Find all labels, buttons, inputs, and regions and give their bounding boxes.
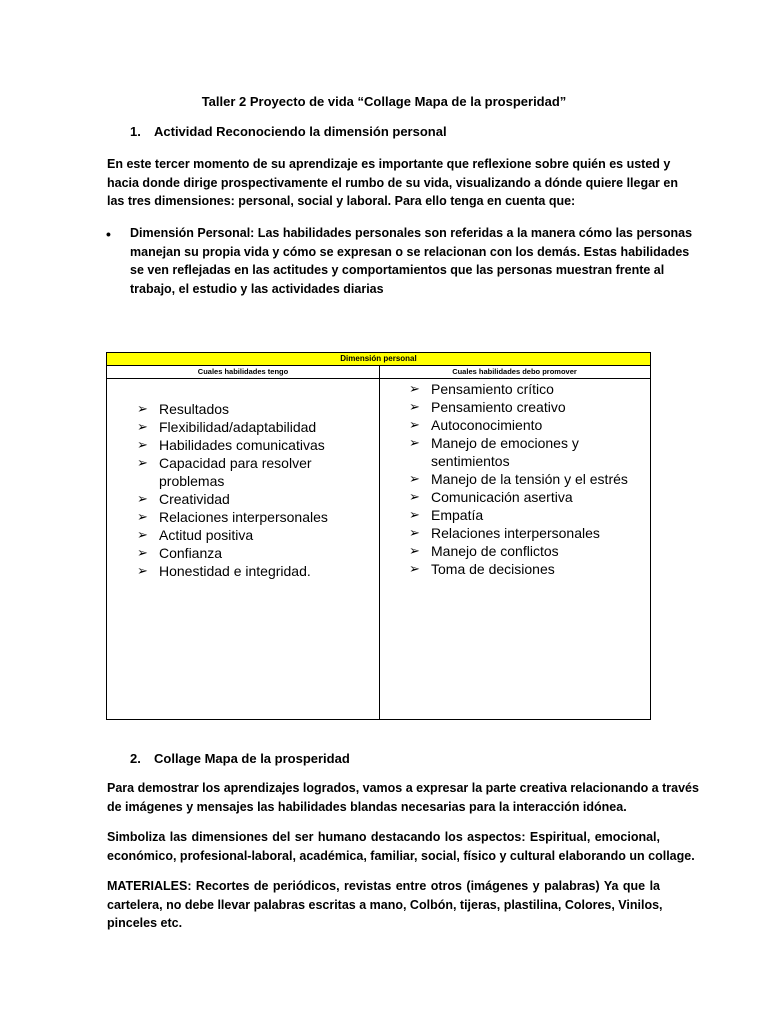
section-2-paragraph-1 [107,779,699,816]
arrow-bullet-icon: ➢ [409,543,420,558]
column-divider [379,366,380,719]
list-item: ➢ Manejo de la tensión y el estrés [409,471,628,487]
list-item: ➢ Relaciones interpersonales [137,509,328,525]
section-2-title: Collage Mapa de la prosperidad [154,751,350,766]
arrow-bullet-icon: ➢ [137,491,148,506]
list-item: ➢ Confianza [137,545,223,561]
arrow-bullet-icon: ➢ [137,455,148,470]
arrow-bullet-icon: ➢ [409,561,420,576]
paragraph-line: MATERIALES: Recortes de periódicos, revistas entre otros (imágenes y palabras) Ya que la [107,879,660,893]
list-item: ➢ Empatía [409,507,484,523]
list-item: ➢ Manejo de conflictos [409,543,559,559]
column-header-tengo: Cuales habilidades tengo [107,366,379,379]
habilidades-promover-list [409,380,649,578]
arrow-bullet-icon: ➢ [409,381,420,396]
intro-line: En este tercer momento de su aprendizaje es importante que reflexione sobre quién es usted y [107,157,671,171]
list-item: ➢ Creatividad [137,491,230,507]
list-item: ➢ Flexibilidad/adaptabilidad [137,419,317,435]
arrow-bullet-icon: ➢ [409,507,420,522]
paragraph-line: pinceles etc. [107,916,183,930]
list-item: ➢ Autoconocimiento [409,417,543,433]
section-2-number: 2. [130,751,141,766]
habilidades-tengo-list [137,400,367,580]
list-item: ➢ Actitud positiva [137,527,254,543]
paragraph-line: de imágenes y mensajes las habilidades blandas necesarias para la interacción idónea. [107,799,627,814]
bullet-marker: • [106,226,111,242]
habilidades-table [106,352,651,720]
bullet-line: trabajo, el estudio y las actividades diarias [130,281,384,296]
column-header-promover: Cuales habilidades debo promover [379,366,650,379]
arrow-bullet-icon: ➢ [409,399,420,414]
table-header: Dimensión personal [107,353,650,366]
intro-line: las tres dimensiones: personal, social y laboral. Para ello tenga en cuenta que: [107,194,576,208]
arrow-bullet-icon: ➢ [409,525,420,540]
list-item: ➢ Honestidad e integridad. [137,563,311,579]
arrow-bullet-icon: ➢ [137,563,148,578]
list-item: ➢ Comunicación asertiva [409,489,573,505]
document-title: Taller 2 Proyecto de vida “Collage Mapa de la prosperidad” [201,94,567,109]
arrow-bullet-icon: ➢ [409,435,420,450]
section-2-materiales [107,877,663,933]
arrow-bullet-icon: ➢ [409,417,420,432]
bullet-line: se ven reflejadas en las actitudes y comportamientos que las personas muestran frente al [130,263,665,277]
paragraph-line: económico, profesional-laboral, académica, familiar, social, físico y cultural elaborando un collage. [107,848,695,863]
paragraph-line: cartelera, no debe llevar palabras escritas a mano, Colbón, tijeras, plastilina, Colores, Vinilos, [107,897,663,912]
arrow-bullet-icon: ➢ [409,471,420,486]
list-item: ➢ Pensamiento creativo [409,399,566,415]
dimension-personal-bullet [130,224,693,298]
arrow-bullet-icon: ➢ [137,437,148,452]
arrow-bullet-icon: ➢ [137,527,148,542]
list-item: ➢ Toma de decisiones [409,561,555,577]
section-1-intro [107,155,678,211]
list-item: ➢ Manejo de emociones y sentimientos [409,435,579,469]
section-1-number: 1. [130,124,141,139]
list-item: ➢ Relaciones interpersonales [409,525,600,541]
list-item: ➢ Pensamiento crítico [409,381,554,397]
paragraph-line: Para demostrar los aprendizajes logrados, vamos a expresar la parte creativa relacionando a través [107,781,699,795]
arrow-bullet-icon: ➢ [137,545,148,560]
arrow-bullet-icon: ➢ [137,401,148,416]
arrow-bullet-icon: ➢ [137,509,148,524]
paragraph-line: Simboliza las dimensiones del ser humano destacando los aspectos: Espiritual, emocional, [107,830,660,844]
intro-line: hacia donde dirige prospectivamente el rumbo de su vida, visualizando a dónde quiere llegar en [107,175,678,190]
list-item: ➢ Habilidades comunicativas [137,437,325,453]
section-1-title: Actividad Reconociendo la dimensión personal [154,124,447,139]
bullet-line: Dimensión Personal: Las habilidades personales son referidas a la manera cómo las personas [130,226,693,240]
list-item: ➢ Capacidad para resolver problemas [137,455,312,489]
arrow-bullet-icon: ➢ [137,419,148,434]
list-item: ➢ Resultados [137,401,230,417]
arrow-bullet-icon: ➢ [409,489,420,504]
section-2-paragraph-2 [107,828,695,865]
bullet-line: manejan su propia vida y cómo se expresan o se relacionan con los demás. Estas habilidades [130,244,690,259]
